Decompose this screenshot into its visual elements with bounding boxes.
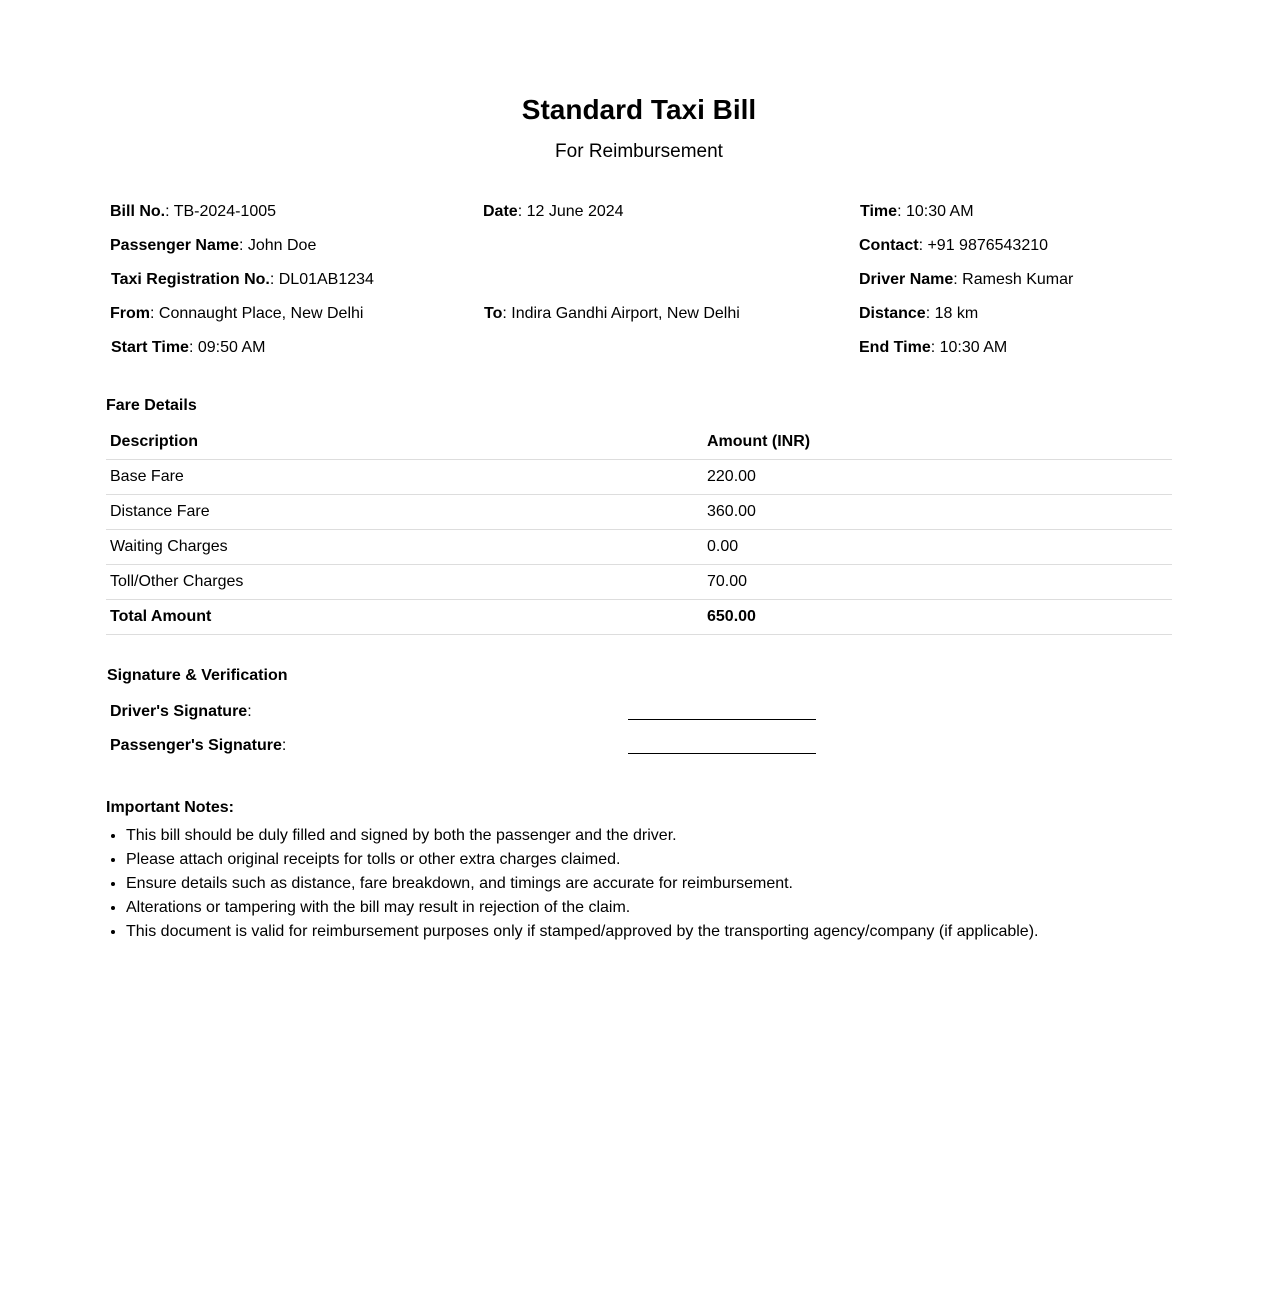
fare-details-heading: Fare Details (106, 397, 197, 414)
fare-description: Toll/Other Charges (106, 565, 703, 600)
distance-label: Distance (859, 305, 926, 322)
contact-label: Contact (859, 237, 919, 254)
passenger-name-label: Passenger Name (110, 237, 239, 254)
bill-no-label: Bill No. (110, 203, 166, 220)
from-field: From: Connaught Place, New Delhi (110, 305, 364, 322)
list-item: • This bill should be duly filled and signed by both the passenger and the driver. (126, 824, 1038, 848)
bill-subtitle: For Reimbursement (555, 141, 723, 162)
passenger-name-field: Passenger Name: John Doe (110, 237, 317, 254)
table-row (106, 495, 1172, 530)
signature-heading: Signature & Verification (107, 667, 288, 684)
taxi-registration-field: Taxi Registration No.: DL01AB1234 (111, 271, 374, 288)
distance-field: Distance: 18 km (859, 305, 979, 322)
date-value: 12 June 2024 (526, 203, 624, 220)
to-label: To (484, 305, 503, 322)
notes-list (106, 824, 1038, 944)
time-label: Time (860, 203, 898, 220)
fare-amount: 70.00 (703, 565, 1172, 600)
fare-amount: 0.00 (703, 530, 1172, 565)
fare-description: Distance Fare (106, 495, 703, 530)
contact-value: +91 9876543210 (927, 237, 1049, 254)
column-header-description: Description (106, 425, 703, 460)
passenger-name-value: John Doe (247, 237, 317, 254)
time-value: 10:30 AM (905, 203, 974, 220)
table-row (106, 565, 1172, 600)
driver-name-field: Driver Name: Ramesh Kumar (859, 271, 1074, 288)
driver-name-value: Ramesh Kumar (962, 271, 1074, 288)
from-label: From (110, 305, 150, 322)
fare-table (106, 425, 1172, 635)
end-time-field: End Time: 10:30 AM (859, 339, 1008, 356)
passenger-signature-field: Passenger's Signature: (110, 737, 287, 754)
taxi-registration-value: DL01AB1234 (278, 271, 374, 288)
notes-heading: Important Notes: (106, 799, 234, 816)
fare-description: Waiting Charges (106, 530, 703, 565)
total-amount: 650.00 (703, 600, 1172, 635)
start-time-value: 09:50 AM (197, 339, 266, 356)
fare-amount: 220.00 (703, 460, 1172, 495)
to-value: Indira Gandhi Airport, New Delhi (511, 305, 740, 322)
start-time-label: Start Time (111, 339, 189, 356)
table-row (106, 460, 1172, 495)
total-label: Total Amount (106, 600, 703, 635)
time-field: Time: 10:30 AM (860, 203, 974, 220)
driver-signature-label: Driver's Signature (110, 703, 248, 720)
list-item: • Ensure details such as distance, fare breakdown, and timings are accurate for reimbursement. (126, 872, 1038, 896)
end-time-value: 10:30 AM (939, 339, 1008, 356)
bill-no-field: Bill No.: TB-2024-1005 (110, 203, 277, 220)
passenger-signature-label: Passenger's Signature (110, 737, 282, 754)
driver-signature-field: Driver's Signature: (110, 703, 252, 720)
start-time-field: Start Time: 09:50 AM (111, 339, 266, 356)
date-field: Date: 12 June 2024 (483, 203, 624, 220)
list-item: • Please attach original receipts for tolls or other extra charges claimed. (126, 848, 1038, 872)
column-header-amount: Amount (INR) (703, 425, 1172, 460)
fare-description: Base Fare (106, 460, 703, 495)
end-time-label: End Time (859, 339, 931, 356)
driver-signature-line (628, 719, 816, 720)
date-label: Date (483, 203, 518, 220)
bill-no-value: TB-2024-1005 (173, 203, 277, 220)
list-item: • Alterations or tampering with the bill may result in rejection of the claim. (126, 896, 1038, 920)
from-value: Connaught Place, New Delhi (158, 305, 364, 322)
distance-value: 18 km (934, 305, 979, 322)
fare-amount: 360.00 (703, 495, 1172, 530)
passenger-signature-line (628, 753, 816, 754)
taxi-registration-label: Taxi Registration No. (111, 271, 270, 288)
to-field: To: Indira Gandhi Airport, New Delhi (484, 305, 740, 322)
list-item: • This document is valid for reimbursement purposes only if stamped/approved by the transporting agency/company (if applicable). (126, 920, 1038, 944)
driver-name-label: Driver Name (859, 271, 954, 288)
total-row (106, 600, 1172, 635)
fare-table-header-row (106, 425, 1172, 460)
table-row (106, 530, 1172, 565)
bill-title: Standard Taxi Bill (521, 94, 757, 125)
contact-field: Contact: +91 9876543210 (859, 237, 1049, 254)
